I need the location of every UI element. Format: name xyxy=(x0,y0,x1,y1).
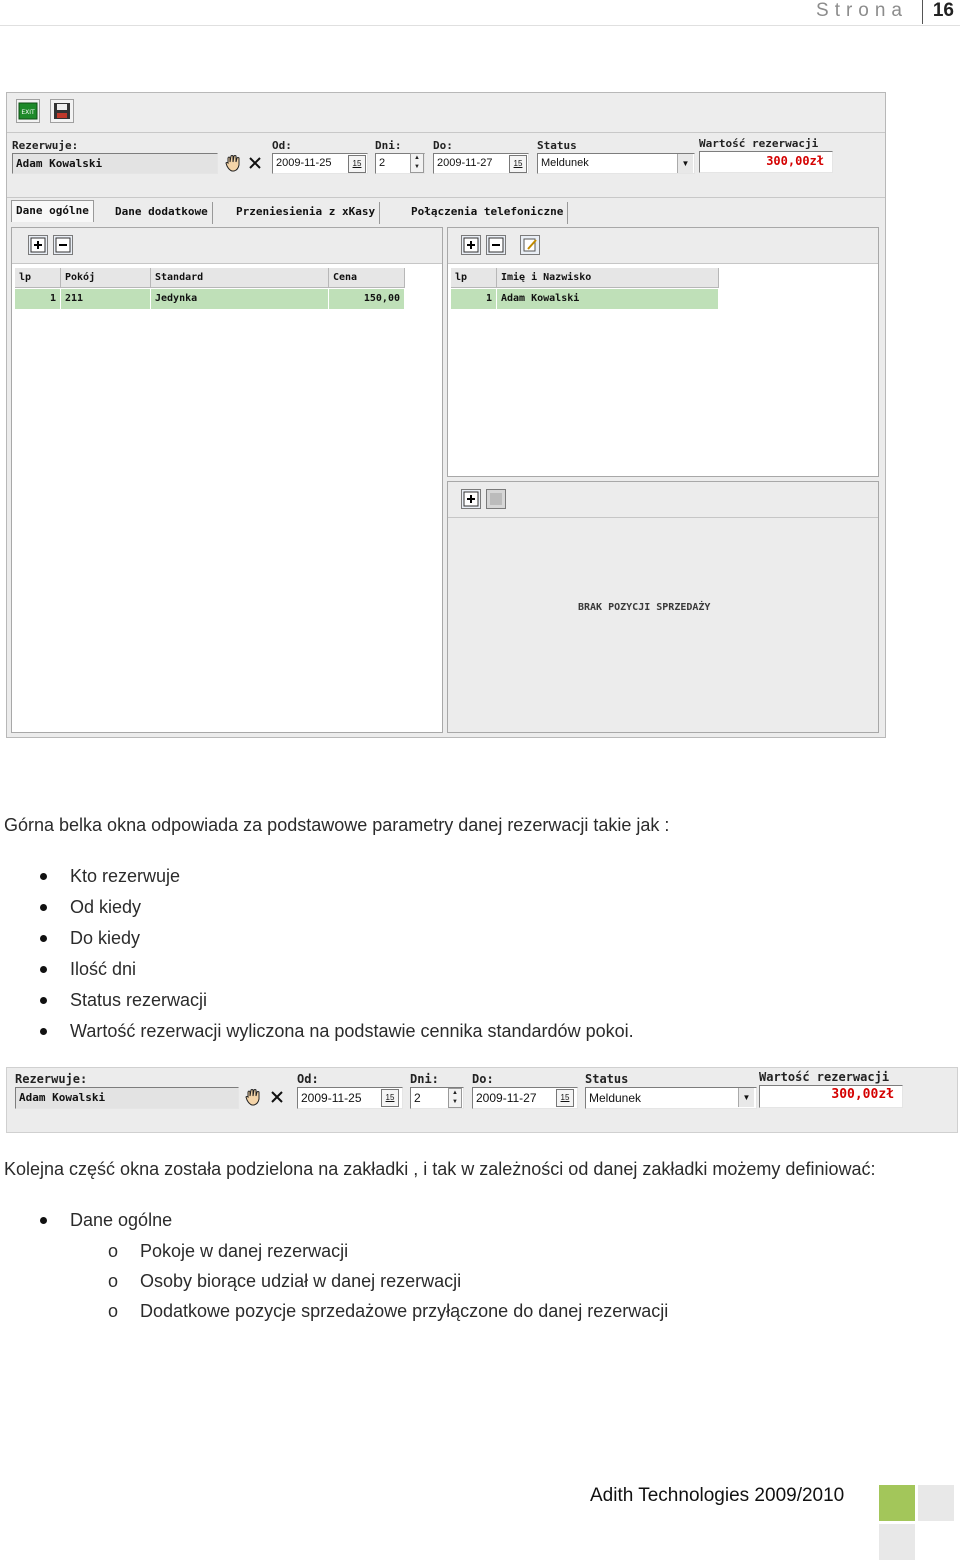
list-item-text: Osoby biorące udział w danej rezerwacji xyxy=(140,1271,462,1291)
bullet-icon xyxy=(40,1217,47,1224)
do-calendar-icon[interactable]: 15 xyxy=(509,155,527,173)
cell-standard: Jedynka xyxy=(151,289,329,309)
window-toolbar xyxy=(7,93,885,170)
list-item-text: Do kiedy xyxy=(70,928,141,948)
list-item xyxy=(0,1296,960,1326)
add-sale-button[interactable] xyxy=(461,489,481,509)
list-item-text: Dodatkowe pozycje sprzedażowe przyłączone do danej rezerwacji xyxy=(140,1301,669,1321)
sub-bullet-marker: o xyxy=(108,1271,119,1291)
dni-stepper[interactable] xyxy=(448,1088,462,1108)
list-item-text: Kto rezerwuje xyxy=(70,866,181,886)
wartosc-label: Wartość rezerwacji xyxy=(759,1070,890,1084)
wartosc-label: Wartość rezerwacji xyxy=(699,137,819,150)
footer-deco-green xyxy=(879,1485,915,1521)
plus-icon xyxy=(462,236,480,254)
clear-icon[interactable] xyxy=(269,1089,285,1105)
col-lp[interactable]: lp xyxy=(15,268,61,288)
stepper-up-icon[interactable]: ▲ xyxy=(414,155,420,161)
status-label: Status xyxy=(537,139,577,152)
plus-icon xyxy=(462,490,480,508)
list-item-text: Od kiedy xyxy=(70,897,142,917)
disabled-square-icon xyxy=(487,490,505,508)
footer-deco-gray xyxy=(918,1485,954,1521)
list-item xyxy=(0,954,960,985)
list-item xyxy=(0,1266,960,1296)
rezerwuje-field[interactable]: Adam Kowalski xyxy=(12,153,218,174)
bullet-icon xyxy=(40,935,47,942)
page-label: Strona xyxy=(816,0,908,21)
list-item-text: Pokoje w danej rezerwacji xyxy=(140,1241,349,1261)
rooms-panel xyxy=(11,227,443,733)
rezerwuje-field[interactable]: Adam Kowalski xyxy=(15,1087,239,1109)
hand-icon[interactable] xyxy=(223,153,243,173)
table-row[interactable] xyxy=(451,289,719,309)
param-list xyxy=(0,861,960,1047)
edit-guest-button[interactable] xyxy=(520,235,540,255)
sales-toolbar xyxy=(448,482,878,518)
od-date-field[interactable]: 2009-11-25 xyxy=(297,1087,403,1109)
top-bar-excerpt xyxy=(6,1067,958,1133)
sales-empty-message: BRAK POZYCJI SPRZEDAŻY xyxy=(578,602,711,613)
tab-przeniesienia[interactable]: Przeniesienia z xKasy xyxy=(232,202,380,224)
clear-icon[interactable] xyxy=(247,155,263,171)
dni-stepper[interactable] xyxy=(410,153,424,173)
list-item-text: Status rezerwacji xyxy=(70,990,208,1010)
minus-icon xyxy=(487,236,505,254)
tab-dane-ogolne[interactable]: Dane ogólne xyxy=(11,200,94,222)
intro-paragraph: Górna belka okna odpowiada za podstawowe parametry danej rezerwacji takie jak : xyxy=(4,815,670,835)
save-button[interactable] xyxy=(50,99,74,123)
hand-icon[interactable] xyxy=(243,1087,263,1107)
rezerwuje-label: Rezerwuje: xyxy=(15,1072,88,1086)
do-label: Do: xyxy=(472,1072,494,1086)
minus-icon xyxy=(54,236,72,254)
list-item xyxy=(0,985,960,1016)
guests-toolbar xyxy=(448,228,878,264)
bullet-icon xyxy=(40,873,47,880)
remove-guest-button[interactable] xyxy=(486,235,506,255)
col-imie-nazwisko[interactable]: Imię i Nazwisko xyxy=(497,268,719,288)
stepper-down-icon[interactable]: ▼ xyxy=(452,1099,458,1105)
status-select[interactable]: Meldunek xyxy=(585,1087,757,1109)
rooms-grid-header xyxy=(15,268,405,288)
tabs-bar xyxy=(7,197,885,223)
tab-dane-dodatkowe[interactable]: Dane dodatkowe xyxy=(111,202,213,224)
add-room-button[interactable] xyxy=(28,235,48,255)
dni-field[interactable]: 2 xyxy=(375,153,425,174)
sales-panel xyxy=(447,481,879,733)
do-label: Do: xyxy=(433,139,453,152)
tabs-paragraph: Kolejna część okna została podzielona na zakładki , i tak w zależności od danej zakładki możemy definiować: xyxy=(4,1159,876,1179)
col-lp[interactable]: lp xyxy=(451,268,497,288)
table-row[interactable] xyxy=(15,289,405,309)
list-item xyxy=(0,1205,960,1236)
bullet-icon xyxy=(40,997,47,1004)
exit-icon-text: EXIT xyxy=(21,109,35,116)
cell-cena: 150,00 xyxy=(329,289,405,309)
exit-button[interactable] xyxy=(16,99,40,123)
status-dropdown-icon[interactable]: ▼ xyxy=(677,154,693,173)
status-select[interactable]: Meldunek xyxy=(537,153,695,174)
col-standard[interactable]: Standard xyxy=(151,268,329,288)
list-item xyxy=(0,923,960,954)
list-item xyxy=(0,892,960,923)
dni-label: Dni: xyxy=(375,139,402,152)
do-date-field[interactable]: 2009-11-27 xyxy=(433,153,529,174)
od-calendar-icon[interactable]: 15 xyxy=(381,1089,399,1107)
stepper-up-icon[interactable]: ▲ xyxy=(452,1090,458,1096)
edit-note-icon xyxy=(521,236,539,254)
od-label: Od: xyxy=(297,1072,319,1086)
tabs-sublist xyxy=(0,1236,960,1326)
od-calendar-icon[interactable]: 15 xyxy=(348,155,366,173)
sub-bullet-marker: o xyxy=(108,1241,119,1261)
guests-grid-header xyxy=(451,268,719,288)
bullet-icon xyxy=(40,904,47,911)
tabs-list xyxy=(0,1205,960,1236)
cell-name: Adam Kowalski xyxy=(497,289,719,309)
bullet-icon xyxy=(40,1028,47,1035)
page-number: 16 xyxy=(922,0,956,24)
list-item-text: Ilość dni xyxy=(70,959,137,979)
list-item xyxy=(0,1236,960,1266)
floppy-disk-icon xyxy=(51,100,73,122)
wartosc-value: 300,00zł xyxy=(699,151,833,173)
dni-label: Dni: xyxy=(410,1072,439,1086)
sub-bullet-marker: o xyxy=(108,1301,119,1321)
remove-sale-button[interactable] xyxy=(486,489,506,509)
plus-icon xyxy=(29,236,47,254)
status-label: Status xyxy=(585,1072,629,1086)
cell-lp: 1 xyxy=(451,289,497,309)
tab-polaczenia[interactable]: Połączenia telefoniczne xyxy=(407,202,568,224)
guests-panel xyxy=(447,227,879,477)
wartosc-value: 300,00zł xyxy=(759,1085,903,1108)
list-item-text: Dane ogólne xyxy=(70,1210,173,1230)
footer-text: Adith Technologies 2009/2010 xyxy=(590,1485,845,1506)
list-item-text: Wartość rezerwacji wyliczona na podstawie cennika standardów pokoi. xyxy=(70,1021,634,1041)
col-cena[interactable]: Cena xyxy=(329,268,405,288)
exit-icon xyxy=(17,100,39,122)
remove-room-button[interactable] xyxy=(53,235,73,255)
bullet-icon xyxy=(40,966,47,973)
rooms-toolbar xyxy=(12,228,442,264)
status-dropdown-icon[interactable]: ▼ xyxy=(738,1088,754,1107)
list-item xyxy=(0,1016,960,1047)
col-pokoj[interactable]: Pokój xyxy=(61,268,151,288)
add-guest-button[interactable] xyxy=(461,235,481,255)
cell-pokoj: 211 xyxy=(61,289,151,309)
footer-deco-gray xyxy=(879,1524,915,1560)
do-date-field[interactable]: 2009-11-27 xyxy=(472,1087,578,1109)
do-calendar-icon[interactable]: 15 xyxy=(556,1089,574,1107)
dni-field[interactable]: 2 xyxy=(410,1087,464,1109)
cell-lp: 1 xyxy=(15,289,61,309)
stepper-down-icon[interactable]: ▼ xyxy=(414,164,420,170)
reservation-window xyxy=(6,92,886,738)
od-label: Od: xyxy=(272,139,292,152)
rezerwuje-label: Rezerwuje: xyxy=(12,139,79,152)
list-item xyxy=(0,861,960,892)
od-date-field[interactable]: 2009-11-25 xyxy=(272,153,368,174)
